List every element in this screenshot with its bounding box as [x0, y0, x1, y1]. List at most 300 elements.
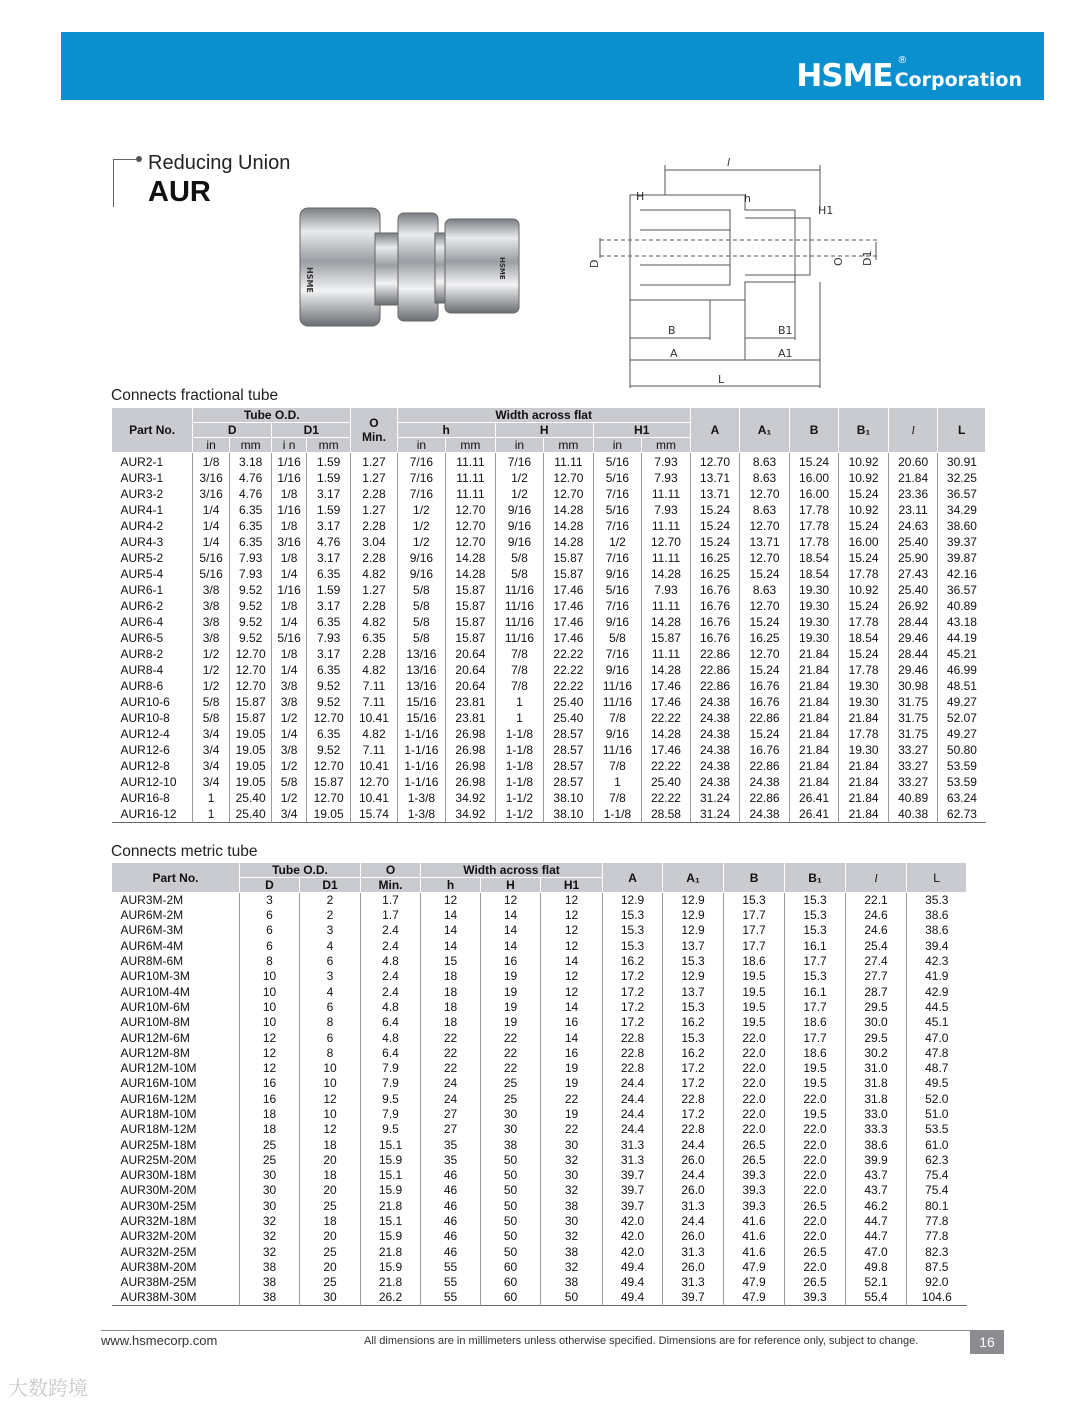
value-cell: 3/8 [193, 615, 230, 631]
value-cell: 47.9 [724, 1275, 785, 1290]
value-cell: 12.9 [663, 969, 724, 984]
value-cell: 9/16 [593, 727, 641, 743]
col-part-no: Part No. [112, 863, 240, 893]
value-cell: 31.3 [603, 1137, 663, 1152]
value-cell: 14 [421, 908, 481, 923]
value-cell: 17.46 [642, 695, 691, 711]
table-row [112, 1092, 967, 1107]
value-cell: 15.24 [740, 615, 790, 631]
value-cell: 12 [300, 1122, 361, 1137]
value-cell: 22 [541, 1122, 603, 1137]
fractional-table [111, 407, 986, 823]
value-cell: 92.0 [925, 1275, 949, 1290]
value-cell: 1/16 [272, 471, 307, 487]
value-cell: 46 [421, 1229, 481, 1244]
value-cell: 6.35 [306, 727, 350, 743]
value-cell: 16.00 [789, 471, 839, 487]
table-row [112, 1229, 967, 1244]
value-cell: 23.36 [888, 487, 938, 503]
value-cell: 25 [240, 1153, 300, 1168]
value-cell: 6.35 [351, 631, 397, 647]
value-cell: 44.7 [846, 1214, 907, 1229]
value-cell: 15/16 [397, 711, 445, 727]
value-cell: 9.52 [306, 679, 350, 695]
value-cell: 38.60 [946, 518, 977, 533]
value-cell: 33.0 [846, 1107, 907, 1122]
value-cell: 11.11 [446, 453, 496, 471]
value-cell: 22.0 [724, 1122, 785, 1137]
col-l: l [888, 408, 938, 453]
value-cell: 3.17 [306, 551, 350, 567]
part-number-cell: AUR10M-8M [112, 1015, 240, 1030]
value-cell: 47.9 [724, 1290, 785, 1306]
value-cell: 21.84 [789, 775, 839, 791]
value-cell: 12.9 [663, 893, 724, 909]
col-o: O [361, 863, 421, 878]
value-cell: 4.76 [230, 487, 272, 503]
value-cell: 53.5 [925, 1122, 949, 1137]
value-cell: 42.9 [925, 984, 949, 999]
product-photo [295, 205, 525, 330]
value-cell: 21.84 [839, 775, 889, 791]
value-cell: 1/2 [593, 535, 641, 551]
value-cell: 9.5 [361, 1122, 421, 1137]
value-cell: 12.70 [544, 487, 594, 503]
value-cell: 18 [240, 1122, 300, 1137]
value-cell: 21.84 [789, 759, 839, 775]
value-cell: 12.70 [642, 535, 691, 551]
value-cell: 11/16 [593, 695, 641, 711]
value-cell: 8 [300, 1015, 361, 1030]
value-cell: 40.38 [888, 807, 938, 823]
value-cell: 26.98 [446, 743, 496, 759]
table-row [112, 503, 986, 519]
value-cell: 7.93 [642, 583, 691, 599]
value-cell: 6 [240, 923, 300, 938]
value-cell: 44.7 [846, 1229, 907, 1244]
value-cell: 11/16 [495, 599, 543, 615]
value-cell: 20 [300, 1229, 361, 1244]
value-cell: 1 [495, 711, 543, 727]
value-cell: 1/16 [272, 583, 307, 599]
part-number-cell: AUR8M-6M [112, 954, 240, 969]
value-cell: 48.7 [925, 1061, 949, 1076]
value-cell: 9.52 [230, 631, 272, 647]
value-cell: 20 [300, 1153, 361, 1168]
value-cell: 22.0 [785, 1092, 846, 1107]
value-cell: 14 [541, 1030, 603, 1045]
value-cell: 22.0 [785, 1183, 846, 1198]
value-cell: 50 [481, 1168, 541, 1183]
unit-mm: mm [544, 438, 594, 453]
value-cell: 4.82 [351, 727, 397, 743]
value-cell: 25.40 [544, 711, 594, 727]
value-cell: 3/4 [193, 759, 230, 775]
value-cell: 1.59 [306, 503, 350, 519]
value-cell: 9.52 [230, 599, 272, 615]
value-cell: 38 [541, 1199, 603, 1214]
value-cell: 10.92 [839, 503, 889, 519]
table-row [112, 1275, 967, 1290]
value-cell: 36.57 [946, 486, 977, 501]
value-cell: 16.76 [740, 743, 790, 759]
value-cell: 15.87 [446, 583, 496, 599]
value-cell: 46 [421, 1199, 481, 1214]
value-cell: 6.4 [361, 1046, 421, 1061]
table-row [112, 1245, 967, 1260]
value-cell: 53.59 [946, 774, 977, 789]
value-cell: 49.8 [846, 1260, 907, 1275]
part-number-cell: AUR4-3 [112, 535, 193, 551]
value-cell: 22.22 [642, 711, 691, 727]
value-cell: 1/2 [397, 503, 445, 519]
value-cell: 49.4 [603, 1260, 663, 1275]
value-cell: 38.6 [925, 923, 949, 938]
value-cell: 38.10 [544, 807, 594, 823]
value-cell: 3.18 [230, 453, 272, 471]
value-cell: 30.91 [946, 455, 977, 469]
value-cell: 12.70 [740, 551, 790, 567]
value-cell: 35 [421, 1153, 481, 1168]
fractional-table-body [112, 453, 986, 823]
value-cell: 12.70 [351, 775, 397, 791]
value-cell: 22.22 [642, 791, 691, 807]
value-cell: 7/16 [593, 519, 641, 535]
value-cell: 55 [421, 1275, 481, 1290]
value-cell: 1/8 [193, 453, 230, 471]
value-cell: 18 [300, 1214, 361, 1229]
value-cell: 19.05 [230, 775, 272, 791]
value-cell: 15.3 [785, 893, 846, 909]
dimension-drawing [580, 150, 900, 395]
value-cell: 19.05 [230, 759, 272, 775]
value-cell: 21.8 [361, 1245, 421, 1260]
value-cell: 16.76 [690, 615, 740, 631]
col-B1: B₁ [785, 863, 846, 893]
value-cell: 3.04 [351, 535, 397, 551]
value-cell: 25.90 [888, 551, 938, 567]
value-cell: 21.84 [839, 807, 889, 823]
value-cell: 1.59 [306, 471, 350, 487]
value-cell: 22.86 [690, 663, 740, 679]
unit-in: in [397, 438, 445, 453]
part-number-cell: AUR6-5 [112, 631, 193, 647]
value-cell: 12.70 [306, 711, 350, 727]
value-cell: 36.57 [946, 582, 977, 597]
value-cell: 1-1/2 [495, 791, 543, 807]
table-row [112, 1015, 967, 1030]
value-cell: 26.0 [663, 1229, 724, 1244]
value-cell: 26.2 [361, 1290, 421, 1306]
value-cell: 14 [421, 923, 481, 938]
value-cell: 25 [300, 1275, 361, 1290]
registered-mark: ® [897, 55, 908, 66]
value-cell: 12.70 [230, 647, 272, 663]
value-cell: 26.5 [785, 1245, 846, 1260]
value-cell: 3/4 [193, 727, 230, 743]
value-cell: 6.4 [361, 1015, 421, 1030]
value-cell: 1-1/2 [495, 807, 543, 823]
value-cell: 17.2 [603, 1000, 663, 1015]
value-cell: 15.3 [724, 893, 785, 909]
col-A1: A₁ [663, 863, 724, 893]
value-cell: 17.46 [544, 599, 594, 615]
value-cell: 16.00 [839, 535, 889, 551]
value-cell: 10 [240, 1015, 300, 1030]
value-cell: 7/8 [495, 679, 543, 695]
table-row [112, 519, 986, 535]
value-cell: 17.7 [724, 908, 785, 923]
value-cell: 27.4 [846, 954, 907, 969]
value-cell: 5/8 [397, 615, 445, 631]
value-cell: 21.84 [789, 711, 839, 727]
value-cell: 1.27 [351, 453, 397, 471]
value-cell: 1/2 [193, 663, 230, 679]
value-cell: 5/8 [193, 711, 230, 727]
value-cell: 24.38 [690, 711, 740, 727]
value-cell: 38 [240, 1260, 300, 1275]
dim-label-A: A [670, 347, 678, 360]
value-cell: 2.4 [361, 939, 421, 954]
value-cell: 30 [541, 1214, 603, 1229]
part-number-cell: AUR10M-4M [112, 984, 240, 999]
part-number-cell: AUR25M-20M [112, 1153, 240, 1168]
col-L: L [907, 863, 967, 893]
value-cell: 47.8 [925, 1045, 949, 1060]
value-cell: 9/16 [495, 519, 543, 535]
value-cell: 21.84 [789, 679, 839, 695]
value-cell: 16.25 [690, 567, 740, 583]
value-cell: 50 [481, 1153, 541, 1168]
value-cell: 32 [541, 1260, 603, 1275]
col-A: A [603, 863, 663, 893]
value-cell: 15.24 [839, 647, 889, 663]
part-number-cell: AUR12M-6M [112, 1030, 240, 1045]
value-cell: 16 [481, 954, 541, 969]
value-cell: 13.71 [740, 535, 790, 551]
value-cell: 28.7 [846, 984, 907, 999]
value-cell: 5/8 [495, 567, 543, 583]
part-number-cell: AUR12-4 [112, 727, 193, 743]
product-model: AUR [148, 176, 211, 208]
col-A1: A₁ [740, 408, 790, 453]
value-cell: 29.5 [846, 1000, 907, 1015]
value-cell: 1/8 [272, 487, 307, 503]
table-row [112, 599, 986, 615]
value-cell: 20.64 [446, 679, 496, 695]
value-cell: 4.76 [306, 535, 350, 551]
value-cell: 15.24 [839, 519, 889, 535]
value-cell: 22.0 [785, 1168, 846, 1183]
value-cell: 15.24 [690, 503, 740, 519]
value-cell: 15.87 [230, 711, 272, 727]
value-cell: 15.3 [663, 954, 724, 969]
value-cell: 9.52 [230, 583, 272, 599]
value-cell: 104.6 [921, 1290, 952, 1305]
metric-table [111, 862, 967, 1306]
value-cell: 14 [481, 939, 541, 954]
value-cell: 22.0 [724, 1061, 785, 1076]
value-cell: 1-1/16 [397, 727, 445, 743]
value-cell: 31.8 [846, 1076, 907, 1091]
value-cell: 50 [541, 1290, 603, 1306]
value-cell: 38.6 [925, 908, 949, 923]
value-cell: 25.40 [888, 583, 938, 599]
metric-table-header [112, 863, 967, 893]
value-cell: 24.63 [888, 519, 938, 535]
value-cell: 29.5 [846, 1030, 907, 1045]
value-cell: 3/8 [193, 631, 230, 647]
metric-table-body [112, 893, 967, 1306]
value-cell: 14 [421, 939, 481, 954]
value-cell: 15.9 [361, 1260, 421, 1275]
value-cell: 24.38 [740, 775, 790, 791]
value-cell: 5/8 [397, 599, 445, 615]
value-cell: 3 [300, 969, 361, 984]
value-cell: 62.73 [946, 806, 977, 821]
value-cell: 12.70 [446, 503, 496, 519]
value-cell: 38 [541, 1275, 603, 1290]
value-cell: 12.70 [740, 647, 790, 663]
value-cell: 17.7 [785, 954, 846, 969]
value-cell: 21.84 [789, 743, 839, 759]
value-cell: 27.43 [888, 567, 938, 583]
value-cell: 24 [421, 1092, 481, 1107]
value-cell: 25 [300, 1245, 361, 1260]
value-cell: 5/16 [593, 503, 641, 519]
value-cell: 16.2 [663, 1015, 724, 1030]
value-cell: 19.5 [724, 984, 785, 999]
value-cell: 8.63 [740, 583, 790, 599]
value-cell: 16 [240, 1076, 300, 1091]
value-cell: 2.4 [361, 984, 421, 999]
value-cell: 17.46 [544, 583, 594, 599]
value-cell: 18 [300, 1137, 361, 1152]
value-cell: 15.87 [230, 695, 272, 711]
value-cell: 30 [541, 1137, 603, 1152]
table-row [112, 1046, 967, 1061]
value-cell: 49.27 [946, 726, 977, 741]
table-row [112, 1000, 967, 1015]
value-cell: 15.87 [544, 551, 594, 567]
value-cell: 32 [541, 1229, 603, 1244]
value-cell: 17.7 [785, 1000, 846, 1015]
table-row [112, 1122, 967, 1137]
table-row [112, 759, 986, 775]
product-subtitle: Reducing Union [148, 152, 291, 174]
footer-divider [101, 1330, 1003, 1331]
value-cell: 21.84 [789, 695, 839, 711]
value-cell: 3/4 [272, 807, 307, 823]
value-cell: 60 [481, 1260, 541, 1275]
value-cell: 26.5 [724, 1153, 785, 1168]
value-cell: 27 [421, 1107, 481, 1122]
value-cell: 7.11 [351, 743, 397, 759]
brand-corp: Corporation [894, 69, 1022, 91]
footer-website[interactable]: www.hsmecorp.com [101, 1333, 218, 1348]
value-cell: 30 [300, 1290, 361, 1306]
value-cell: 30 [240, 1168, 300, 1183]
value-cell: 7.93 [230, 567, 272, 583]
value-cell: 18 [421, 984, 481, 999]
value-cell: 30.98 [888, 679, 938, 695]
value-cell: 28.57 [544, 759, 594, 775]
table-row [112, 1076, 967, 1091]
value-cell: 28.44 [888, 615, 938, 631]
value-cell: 22.22 [544, 647, 594, 663]
value-cell: 1/2 [495, 471, 543, 487]
value-cell: 42.0 [603, 1245, 663, 1260]
value-cell: 18 [300, 1168, 361, 1183]
value-cell: 26.0 [663, 1153, 724, 1168]
value-cell: 50 [481, 1245, 541, 1260]
value-cell: 25.40 [888, 535, 938, 551]
value-cell: 4.8 [361, 1030, 421, 1045]
value-cell: 3/8 [272, 695, 307, 711]
col-tube-od: Tube O.D. [240, 863, 361, 878]
value-cell: 6 [300, 1000, 361, 1015]
col-H1: H1 [593, 423, 690, 438]
value-cell: 10 [240, 969, 300, 984]
value-cell: 7/16 [397, 453, 445, 471]
value-cell: 5/8 [397, 631, 445, 647]
value-cell: 10 [300, 1107, 361, 1122]
value-cell: 31.75 [888, 695, 938, 711]
value-cell: 13.71 [690, 471, 740, 487]
value-cell: 10.92 [839, 453, 889, 471]
value-cell: 9.52 [306, 695, 350, 711]
value-cell: 29.46 [888, 663, 938, 679]
value-cell: 2.4 [361, 923, 421, 938]
value-cell: 7/8 [495, 647, 543, 663]
brand-logo [796, 55, 1022, 94]
col-D: D [240, 878, 300, 893]
value-cell: 45.1 [925, 1015, 949, 1030]
value-cell: 32.25 [946, 470, 977, 485]
value-cell: 7/8 [593, 759, 641, 775]
value-cell: 1/8 [272, 599, 307, 615]
value-cell: 35 [421, 1137, 481, 1152]
value-cell: 16.76 [740, 679, 790, 695]
value-cell: 42.16 [946, 566, 977, 581]
value-cell: 28.57 [544, 743, 594, 759]
value-cell: 60 [481, 1290, 541, 1306]
value-cell: 77.8 [925, 1214, 949, 1229]
value-cell: 6.35 [230, 519, 272, 535]
value-cell: 3/8 [272, 743, 307, 759]
value-cell: 14.28 [544, 519, 594, 535]
value-cell: 24.38 [690, 695, 740, 711]
value-cell: 22.0 [724, 1107, 785, 1122]
value-cell: 1/2 [397, 519, 445, 535]
value-cell: 17.46 [642, 679, 691, 695]
value-cell: 41.6 [724, 1245, 785, 1260]
value-cell: 10.41 [351, 711, 397, 727]
value-cell: 34.92 [446, 807, 496, 823]
value-cell: 1/2 [495, 487, 543, 503]
value-cell: 4 [300, 984, 361, 999]
value-cell: 22 [481, 1030, 541, 1045]
part-number-cell: AUR6M-4M [112, 939, 240, 954]
value-cell: 42.0 [603, 1229, 663, 1244]
value-cell: 10 [300, 1076, 361, 1091]
table-row [112, 471, 986, 487]
value-cell: 3/8 [272, 679, 307, 695]
value-cell: 1/4 [193, 519, 230, 535]
value-cell: 15.9 [361, 1229, 421, 1244]
value-cell: 39.7 [663, 1290, 724, 1306]
value-cell: 7.9 [361, 1107, 421, 1122]
